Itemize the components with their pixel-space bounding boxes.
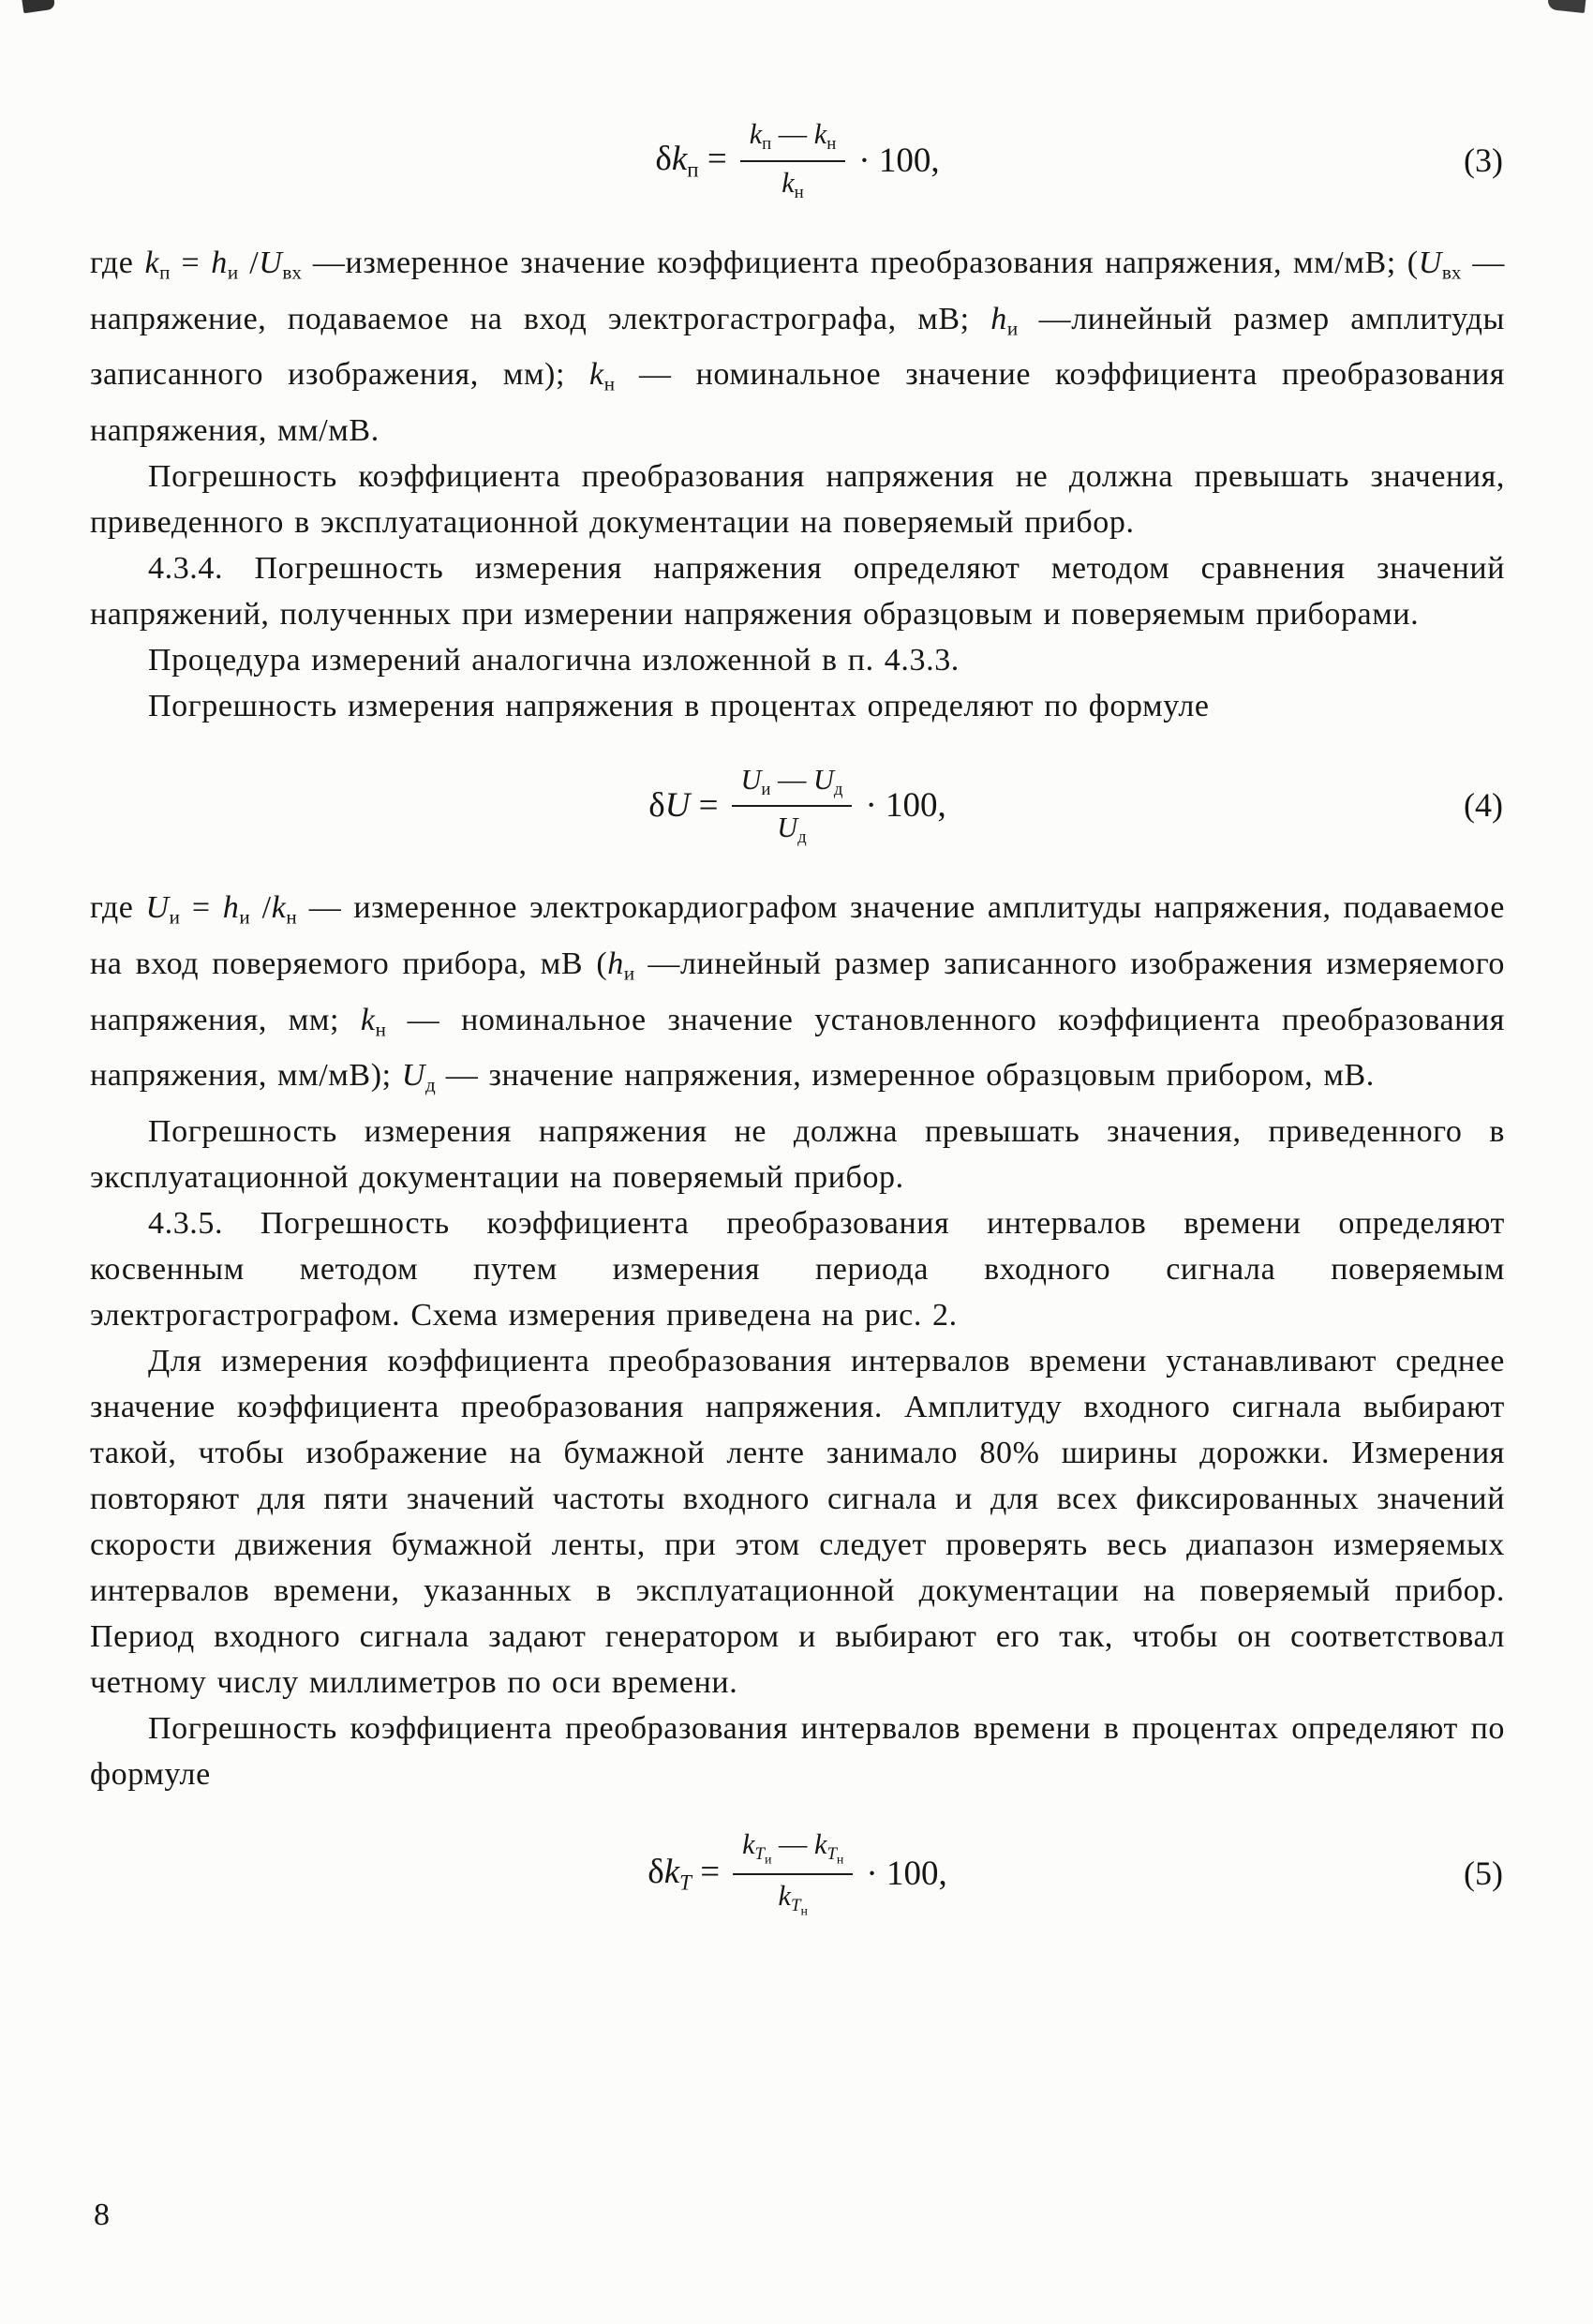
formula-4-rhs: · 100, [865, 785, 946, 825]
formula-4-lhs: δU = [648, 785, 719, 825]
paragraph-where-k: где kп = hи /Uвх —измеренное значение коэффициента преобразования напряжения, мм/мВ; (Uвх — напряжение, подаваемое на вход электрогастрографа, мВ; hи —линейный размер амплитуды записанного изображения, мм); kн — номинальное значение коэффициента преобразования напряжения, мм/мВ. [90, 246, 1506, 449]
scan-artifact-top-right [1547, 0, 1586, 13]
formula-5-lhs: δkT = [648, 1853, 721, 1895]
formula-5 [90, 1818, 1505, 1930]
equation-number-5: (5) [1464, 1855, 1503, 1893]
page-content [90, 105, 1505, 1930]
page-number: 8 [94, 2197, 110, 2232]
formula-3 [90, 105, 1505, 217]
fraction-numerator: $kT_и$ — $kT_н$ [733, 1829, 853, 1875]
formula-4 [90, 750, 1505, 862]
formula-5-rhs: · 100, [866, 1854, 947, 1893]
paragraph-error-limit-2: Погрешность измерения напряжения не должна превышать значения, приведенного в эксплуатационной документации на поверяемый прибор. [90, 1114, 1505, 1196]
paragraph-formula-intro-4: Погрешность измерения напряжения в процентах определяют по формуле [148, 689, 1210, 724]
fraction-denominator: kн [782, 167, 804, 203]
fraction-denominator: $kT_н$ [778, 1880, 808, 1919]
paragraph-4-3-5: 4.3.5. Погрешность коэффициента преобразования интервалов времени определяют косвенным методом путем измерения периода входного сигнала поверяемым электрогастрографом. Схема измерения приведена на рис. 2. [90, 1206, 1505, 1333]
scan-artifact-top-left [22, 0, 55, 13]
paragraph-4-3-4: 4.3.4. Погрешность измерения напряжения определяют методом сравнения значений напряжений, полученных при измерении напряжения образцовым и поверяемым приборами. [90, 551, 1505, 633]
fraction [732, 765, 853, 848]
formula-3-lhs: δkп = [655, 140, 727, 182]
paragraph-error-limit: Погрешность коэффициента преобразования напряжения не должна превышать значения, приведенного в эксплуатационной документации на поверяемый прибор. [90, 459, 1505, 541]
paragraph-time-intervals: Для измерения коэффициента преобразования интервалов времени устанавливают среднее значение коэффициента преобразования напряжения. Амплитуду входного сигнала выбирают такой, чтобы изображение на бумажной ленте занимало 80% ширины дорожки. Измерения повторяют для пяти значений частоты входного сигнала и для всех фиксированных значений скорости движения бумажной ленты, при этом следует проверять весь диапазон измеряемых интервалов времени, указанных в эксплуатационной документации на поверяемый прибор. Период входного сигнала задают генератором и выбирают его так, чтобы он соответствовал четному числу миллиметров по оси времени. [90, 1344, 1505, 1701]
formula-4-expression [648, 765, 946, 848]
fraction-denominator: Uд [777, 812, 807, 848]
equation-number-4: (4) [1464, 786, 1503, 825]
fraction-numerator: kп — kн [740, 119, 846, 162]
paragraph-formula-intro-5: Погрешность коэффициента преобразования интервалов времени в процентах определяют по формуле [90, 1711, 1505, 1793]
formula-3-expression [655, 119, 939, 202]
formula-3-rhs: · 100, [858, 141, 940, 180]
fraction [733, 1829, 853, 1919]
equation-number-3: (3) [1464, 142, 1503, 180]
paragraph-procedure: Процедура измерений аналогична изложенной в п. 4.3.3. [148, 643, 960, 678]
paragraph-where-u: где Uи = hи /kн — измеренное электрокардиографом значение амплитуды напряжения, подаваемое на вход поверяемого прибора, мВ (hи —линейный размер записанного изображения измеряемого напряжения, мм; kн — номинальное значение установленного коэффициента преобразования напряжения, мм/мВ); Uд — значение напряжения, измеренное образцовым прибором, мВ. [90, 890, 1505, 1097]
fraction-numerator: Uи — Uд [732, 765, 853, 808]
fraction [740, 119, 846, 202]
formula-5-expression [648, 1829, 946, 1919]
